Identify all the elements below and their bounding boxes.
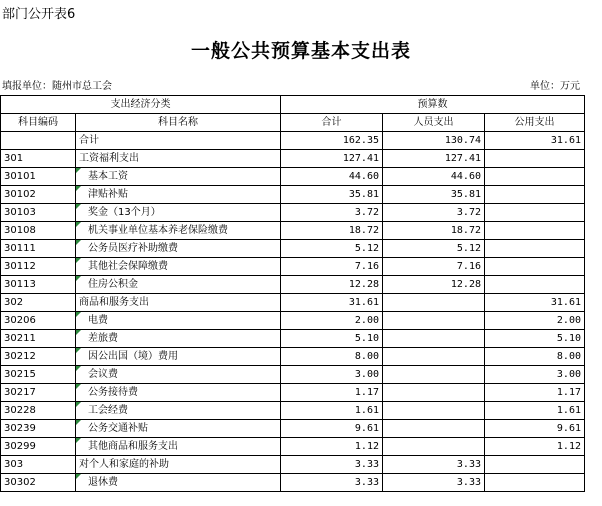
public-cell: [485, 258, 585, 276]
table-row: [1, 384, 585, 402]
table-row: [1, 276, 585, 294]
total-cell: 3.00: [281, 366, 383, 384]
public-cell: 9.61: [485, 420, 585, 438]
code-cell: 30217: [1, 384, 76, 402]
table-row: [1, 438, 585, 456]
public-cell: [485, 204, 585, 222]
header-subject-name: 科目名称: [76, 114, 281, 132]
personnel-cell: 3.33: [383, 456, 485, 474]
personnel-cell: [383, 312, 485, 330]
table-row: [1, 294, 585, 312]
personnel-cell: 5.12: [383, 240, 485, 258]
name-cell: 基本工资: [76, 168, 281, 186]
table-row: [1, 348, 585, 366]
code-cell: 30112: [1, 258, 76, 276]
total-cell: 2.00: [281, 312, 383, 330]
personnel-cell: 3.33: [383, 474, 485, 492]
public-cell: [485, 168, 585, 186]
table-row: [1, 312, 585, 330]
total-cell: 18.72: [281, 222, 383, 240]
public-cell: [485, 240, 585, 258]
table-row: [1, 402, 585, 420]
code-cell: 30206: [1, 312, 76, 330]
name-cell: 工会经费: [76, 402, 281, 420]
header-group-row: [1, 96, 585, 114]
public-cell: 1.12: [485, 438, 585, 456]
personnel-cell: 130.74: [383, 132, 485, 150]
header-personnel-expense: 人员支出: [383, 114, 485, 132]
table-row: [1, 132, 585, 150]
personnel-cell: 7.16: [383, 258, 485, 276]
table-row: [1, 186, 585, 204]
name-cell: 退休费: [76, 474, 281, 492]
code-cell: 30215: [1, 366, 76, 384]
personnel-cell: [383, 402, 485, 420]
code-cell: 30111: [1, 240, 76, 258]
name-cell: 机关事业单位基本养老保险缴费: [76, 222, 281, 240]
public-cell: [485, 186, 585, 204]
personnel-cell: 35.81: [383, 186, 485, 204]
total-cell: 35.81: [281, 186, 383, 204]
table-row: [1, 222, 585, 240]
table-body: [1, 132, 585, 492]
total-cell: 127.41: [281, 150, 383, 168]
table-row: [1, 168, 585, 186]
public-cell: 3.00: [485, 366, 585, 384]
total-cell: 7.16: [281, 258, 383, 276]
name-cell: 差旅费: [76, 330, 281, 348]
table-row: [1, 258, 585, 276]
total-cell: 3.33: [281, 474, 383, 492]
code-cell: 30102: [1, 186, 76, 204]
table-row: [1, 204, 585, 222]
total-cell: 3.33: [281, 456, 383, 474]
table-row: [1, 420, 585, 438]
table-row: [1, 456, 585, 474]
code-cell: [1, 132, 76, 150]
total-cell: 31.61: [281, 294, 383, 312]
public-cell: 8.00: [485, 348, 585, 366]
code-cell: 303: [1, 456, 76, 474]
personnel-cell: [383, 330, 485, 348]
total-cell: 1.12: [281, 438, 383, 456]
budget-table: [0, 95, 585, 492]
currency-unit: 单位：万元: [530, 81, 580, 92]
code-cell: 301: [1, 150, 76, 168]
total-cell: 162.35: [281, 132, 383, 150]
name-cell: 电费: [76, 312, 281, 330]
code-cell: 30299: [1, 438, 76, 456]
public-cell: [485, 474, 585, 492]
header-total: 合计: [281, 114, 383, 132]
code-cell: 30211: [1, 330, 76, 348]
code-cell: 30239: [1, 420, 76, 438]
total-cell: 5.12: [281, 240, 383, 258]
personnel-cell: [383, 438, 485, 456]
personnel-cell: 18.72: [383, 222, 485, 240]
filler-unit: 填报单位：随州市总工会: [2, 81, 112, 92]
name-cell: 商品和服务支出: [76, 294, 281, 312]
public-cell: [485, 150, 585, 168]
name-cell: 公务接待费: [76, 384, 281, 402]
total-cell: 8.00: [281, 348, 383, 366]
personnel-cell: [383, 294, 485, 312]
personnel-cell: 12.28: [383, 276, 485, 294]
public-cell: [485, 276, 585, 294]
name-cell: 津贴补贴: [76, 186, 281, 204]
code-cell: 30103: [1, 204, 76, 222]
public-cell: [485, 222, 585, 240]
public-cell: [485, 456, 585, 474]
code-cell: 30212: [1, 348, 76, 366]
code-cell: 30228: [1, 402, 76, 420]
code-cell: 30113: [1, 276, 76, 294]
header-subject-code: 科目编码: [1, 114, 76, 132]
personnel-cell: 44.60: [383, 168, 485, 186]
public-cell: 31.61: [485, 294, 585, 312]
personnel-cell: [383, 366, 485, 384]
table-row: [1, 240, 585, 258]
code-cell: 30101: [1, 168, 76, 186]
name-cell: 住房公积金: [76, 276, 281, 294]
public-cell: 2.00: [485, 312, 585, 330]
name-cell: 其他商品和服务支出: [76, 438, 281, 456]
personnel-cell: 127.41: [383, 150, 485, 168]
total-cell: 44.60: [281, 168, 383, 186]
personnel-cell: [383, 420, 485, 438]
total-cell: 3.72: [281, 204, 383, 222]
code-cell: 30108: [1, 222, 76, 240]
name-cell: 工资福利支出: [76, 150, 281, 168]
total-cell: 1.17: [281, 384, 383, 402]
name-cell: 公务交通补贴: [76, 420, 281, 438]
header-expenditure-classification: 支出经济分类: [1, 96, 281, 114]
personnel-cell: [383, 348, 485, 366]
name-cell: 其他社会保障缴费: [76, 258, 281, 276]
total-cell: 9.61: [281, 420, 383, 438]
name-cell: 对个人和家庭的补助: [76, 456, 281, 474]
name-cell: 奖金（13个月）: [76, 204, 281, 222]
total-cell: 1.61: [281, 402, 383, 420]
public-cell: 1.17: [485, 384, 585, 402]
name-cell: 合计: [76, 132, 281, 150]
name-cell: 会议费: [76, 366, 281, 384]
table-row: [1, 474, 585, 492]
public-cell: 1.61: [485, 402, 585, 420]
sheet-label: 部门公开表6: [2, 7, 76, 22]
personnel-cell: [383, 384, 485, 402]
header-budget-amount: 预算数: [281, 96, 585, 114]
header-column-row: [1, 114, 585, 132]
name-cell: 因公出国（境）费用: [76, 348, 281, 366]
code-cell: 30302: [1, 474, 76, 492]
personnel-cell: 3.72: [383, 204, 485, 222]
table-row: [1, 366, 585, 384]
total-cell: 5.10: [281, 330, 383, 348]
public-cell: 5.10: [485, 330, 585, 348]
name-cell: 公务员医疗补助缴费: [76, 240, 281, 258]
table-row: [1, 330, 585, 348]
table-row: [1, 150, 585, 168]
public-cell: 31.61: [485, 132, 585, 150]
code-cell: 302: [1, 294, 76, 312]
total-cell: 12.28: [281, 276, 383, 294]
header-public-expense: 公用支出: [485, 114, 585, 132]
page-title: 一般公共预算基本支出表: [190, 40, 411, 62]
